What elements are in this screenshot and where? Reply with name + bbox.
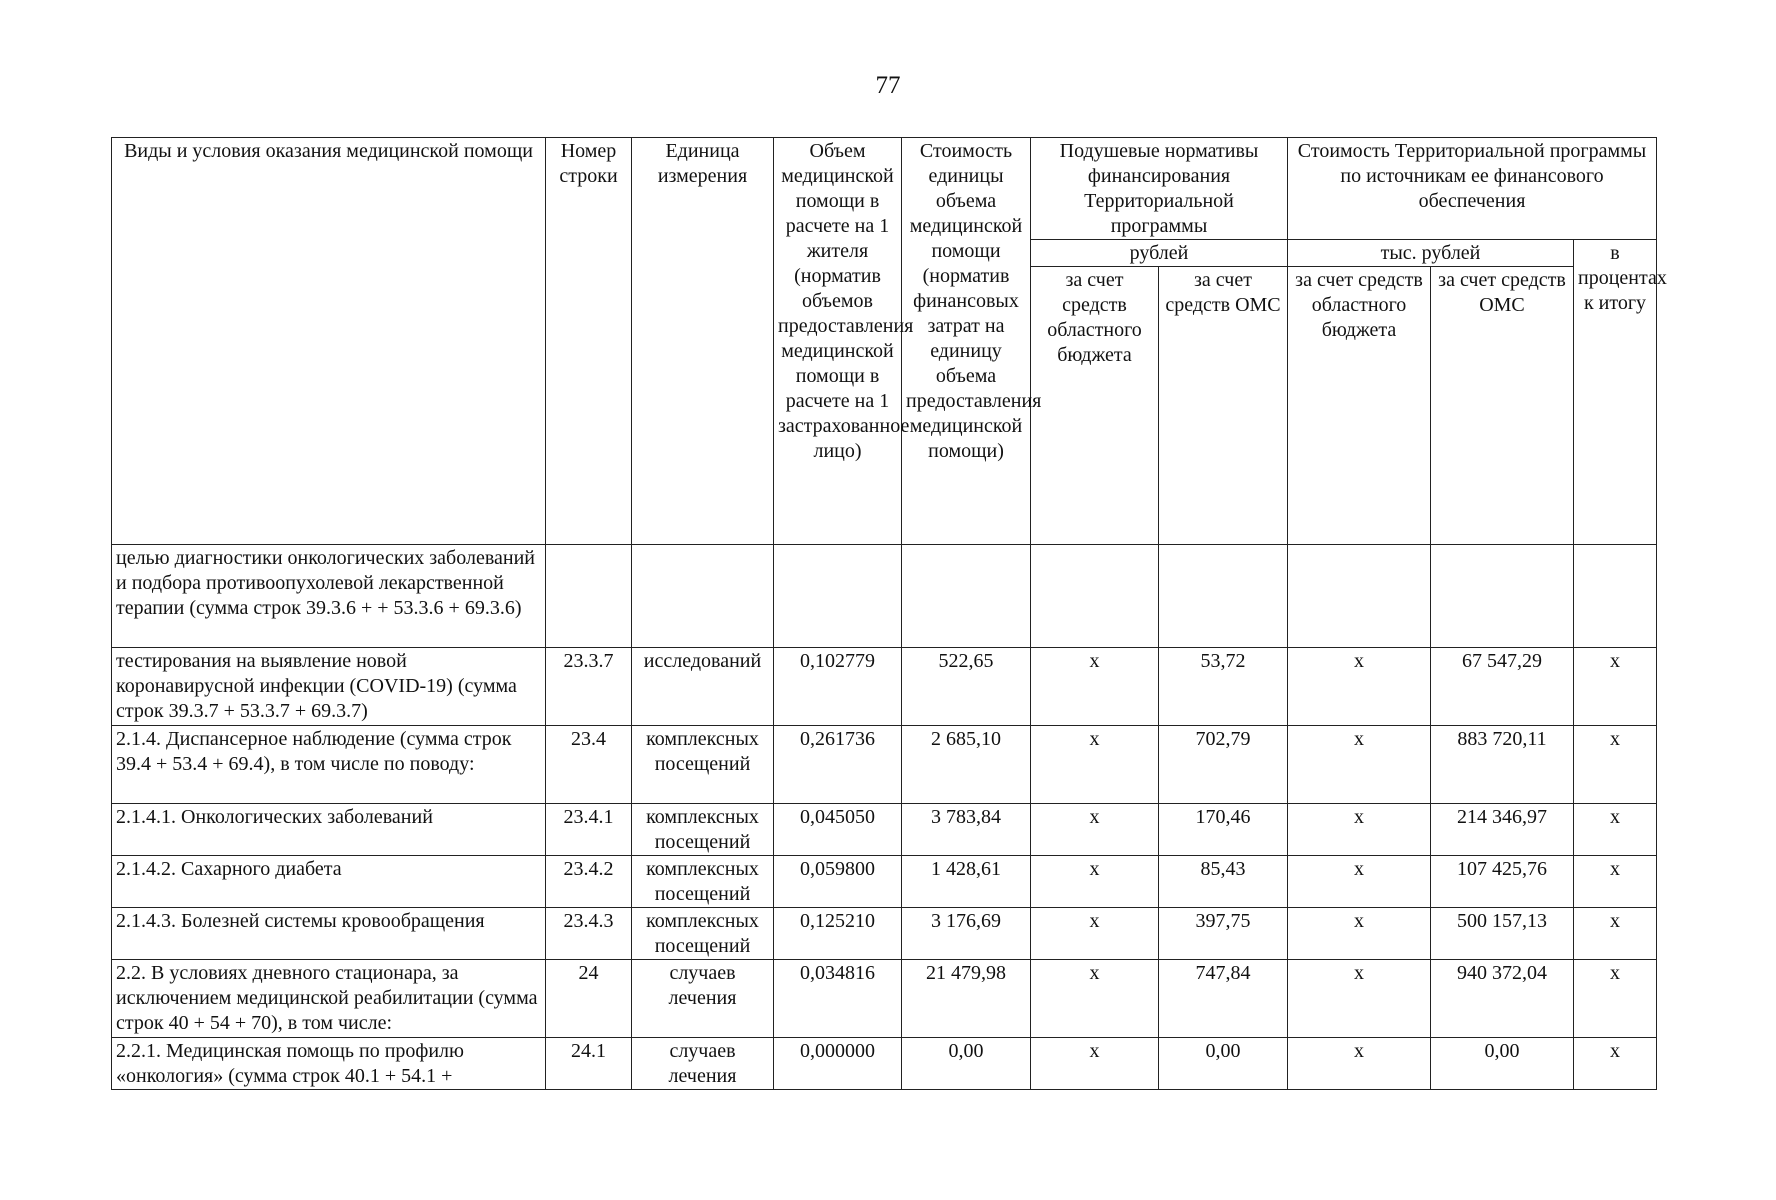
row-volume: 0,261736: [774, 726, 902, 804]
row-pr-budget: х: [1288, 1038, 1431, 1090]
row-pc-budget: х: [1031, 1038, 1159, 1090]
row-percent: х: [1574, 648, 1657, 726]
row-pr-oms: [1431, 545, 1574, 648]
table-row: [112, 648, 1657, 726]
header-per-capita-budget: за счет средств областного бюджета: [1031, 267, 1159, 545]
row-cost: 1 428,61: [902, 856, 1031, 908]
row-pr-oms: 214 346,97: [1431, 804, 1574, 856]
row-cost: 21 479,98: [902, 960, 1031, 1038]
header-percent: в процентах к итогу: [1574, 240, 1657, 545]
row-pc-budget: х: [1031, 856, 1159, 908]
header-per-capita-oms: за счет средств ОМС: [1159, 267, 1288, 545]
row-name: 2.2. В условиях дневного стационара, за исключением медицинской реабилитации (сумма строк 40 + 54 + 70), в том числе:: [112, 960, 546, 1038]
header-program-oms: за счет средств ОМС: [1431, 267, 1574, 545]
row-name: целью диагностики онкологических заболеваний и подбора противоопухолевой лекарственной терапии (сумма строк 39.3.6 + + 53.3.6 + 69.3.6): [112, 545, 546, 648]
header-per-capita: Подушевые нормативы финансирования Территориальной программы: [1031, 138, 1288, 240]
row-pc-oms: [1159, 545, 1288, 648]
row-volume: 0,000000: [774, 1038, 902, 1090]
header-volume: Объем медицинской помощи в расчете на 1 жителя (норматив объемов предоставления медицинской помощи в расчете на 1 застрахованное лицо): [774, 138, 902, 545]
row-pc-oms: 397,75: [1159, 908, 1288, 960]
row-number: 23.4.3: [546, 908, 632, 960]
row-pc-oms: 85,43: [1159, 856, 1288, 908]
row-pr-budget: х: [1288, 856, 1431, 908]
row-pc-oms: 702,79: [1159, 726, 1288, 804]
row-percent: х: [1574, 960, 1657, 1038]
row-cost: 0,00: [902, 1038, 1031, 1090]
row-pr-budget: х: [1288, 648, 1431, 726]
row-pc-oms: 53,72: [1159, 648, 1288, 726]
row-name: тестирования на выявление новой коронавирусной инфекции (COVID-19) (сумма строк 39.3.7 + 53.3.7 + 69.3.7): [112, 648, 546, 726]
row-percent: х: [1574, 908, 1657, 960]
table-row: [112, 960, 1657, 1038]
row-pr-oms: 67 547,29: [1431, 648, 1574, 726]
row-volume: 0,045050: [774, 804, 902, 856]
row-name: 2.1.4. Диспансерное наблюдение (сумма строк 39.4 + 53.4 + 69.4), в том числе по поводу:: [112, 726, 546, 804]
table-row: [112, 804, 1657, 856]
row-unit: комплексных посещений: [632, 908, 774, 960]
row-cost: 2 685,10: [902, 726, 1031, 804]
row-percent: х: [1574, 856, 1657, 908]
row-pc-budget: х: [1031, 908, 1159, 960]
row-name: 2.1.4.2. Сахарного диабета: [112, 856, 546, 908]
row-unit: [632, 545, 774, 648]
row-cost: 3 783,84: [902, 804, 1031, 856]
row-volume: 0,034816: [774, 960, 902, 1038]
row-number: 23.3.7: [546, 648, 632, 726]
row-cost: 3 176,69: [902, 908, 1031, 960]
header-unit-cost: Стоимость единицы объема медицинской помощи (норматив финансовых затрат на единицу объема предоставления медицинской помощи): [902, 138, 1031, 545]
financing-table: [111, 137, 1667, 1090]
row-pr-oms: 500 157,13: [1431, 908, 1574, 960]
table-row: [112, 856, 1657, 908]
row-number: 24.1: [546, 1038, 632, 1090]
row-pr-budget: х: [1288, 804, 1431, 856]
row-number: 24: [546, 960, 632, 1038]
header-program-cost: Стоимость Территориальной программы по источникам ее финансового обеспечения: [1288, 138, 1657, 240]
row-pr-budget: х: [1288, 726, 1431, 804]
row-pc-oms: 747,84: [1159, 960, 1288, 1038]
row-volume: 0,059800: [774, 856, 902, 908]
row-pr-budget: х: [1288, 908, 1431, 960]
header-types: Виды и условия оказания медицинской помощи: [112, 138, 546, 545]
row-cost: [902, 545, 1031, 648]
row-pr-oms: 940 372,04: [1431, 960, 1574, 1038]
header-unit-rubles: рублей: [1031, 240, 1288, 267]
row-unit: комплексных посещений: [632, 856, 774, 908]
row-percent: х: [1574, 804, 1657, 856]
row-name: 2.1.4.3. Болезней системы кровообращения: [112, 908, 546, 960]
row-pc-budget: х: [1031, 804, 1159, 856]
row-pc-oms: 0,00: [1159, 1038, 1288, 1090]
row-percent: х: [1574, 1038, 1657, 1090]
row-pr-oms: 883 720,11: [1431, 726, 1574, 804]
page-number: 77: [875, 72, 901, 99]
header-unit-thousand-rubles: тыс. рублей: [1288, 240, 1574, 267]
table-row: [112, 1038, 1657, 1090]
header-unit: Единица измерения: [632, 138, 774, 545]
row-cost: 522,65: [902, 648, 1031, 726]
row-pc-oms: 170,46: [1159, 804, 1288, 856]
row-unit: комплексных посещений: [632, 726, 774, 804]
row-number: 23.4: [546, 726, 632, 804]
row-volume: 0,125210: [774, 908, 902, 960]
row-unit: случаев лечения: [632, 960, 774, 1038]
header-row-number: Номер строки: [546, 138, 632, 545]
row-volume: [774, 545, 902, 648]
table-row: [112, 726, 1657, 804]
row-pc-budget: х: [1031, 960, 1159, 1038]
row-pc-budget: х: [1031, 648, 1159, 726]
row-number: [546, 545, 632, 648]
table-row: [112, 908, 1657, 960]
row-name: 2.1.4.1. Онкологических заболеваний: [112, 804, 546, 856]
row-percent: х: [1574, 726, 1657, 804]
header-program-budget: за счет средств областного бюджета: [1288, 267, 1431, 545]
row-unit: исследований: [632, 648, 774, 726]
row-pr-oms: 0,00: [1431, 1038, 1574, 1090]
row-unit: комплексных посещений: [632, 804, 774, 856]
row-pc-budget: [1031, 545, 1159, 648]
row-unit: случаев лечения: [632, 1038, 774, 1090]
row-pr-budget: х: [1288, 960, 1431, 1038]
row-name: 2.2.1. Медицинская помощь по профилю «онкология» (сумма строк 40.1 + 54.1 +: [112, 1038, 546, 1090]
row-pc-budget: х: [1031, 726, 1159, 804]
row-percent: [1574, 545, 1657, 648]
row-volume: 0,102779: [774, 648, 902, 726]
row-number: 23.4.1: [546, 804, 632, 856]
row-pr-budget: [1288, 545, 1431, 648]
row-pr-oms: 107 425,76: [1431, 856, 1574, 908]
row-number: 23.4.2: [546, 856, 632, 908]
table-row: [112, 545, 1657, 648]
